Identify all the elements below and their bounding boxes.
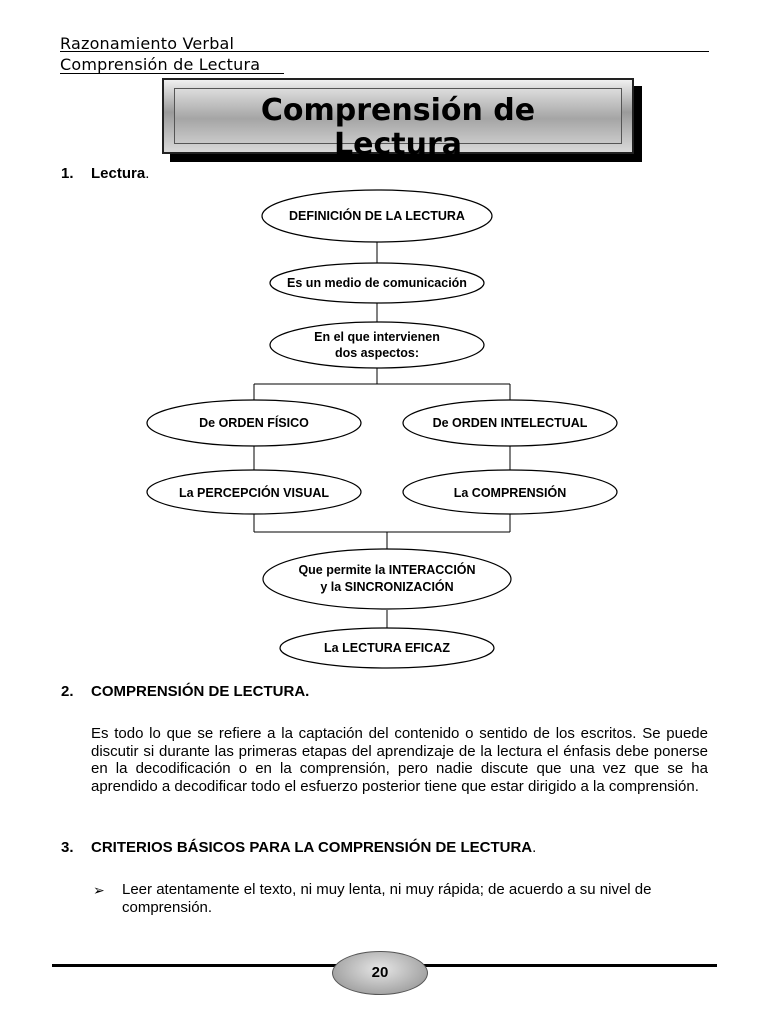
node-perception-label: La PERCEPCIÓN VISUAL — [178, 486, 330, 500]
node-comprehension — [403, 470, 617, 514]
section3-title — [91, 839, 536, 856]
node-efficient — [280, 628, 494, 668]
node-physical — [147, 400, 361, 446]
node-definition-label: DEFINICIÓN DE LA LECTURA — [289, 209, 465, 223]
node-interaction — [263, 549, 511, 609]
banner-title-line2: Lectura — [334, 127, 462, 162]
node-medium — [270, 263, 484, 303]
node-intellectual — [403, 400, 617, 446]
node-interaction-line1: Que permite la INTERACCIÓN — [298, 563, 476, 577]
node-definition — [262, 190, 492, 242]
section2-title: COMPRENSIÓN DE LECTURA. — [91, 683, 310, 700]
header-subject: Razonamiento Verbal — [60, 34, 235, 53]
node-medium-label: Es un medio de comunicación — [287, 276, 467, 290]
bullet-item: Leer atentamente el texto, ni muy lenta, ni muy rápida; de acuerdo a su nivel de comprensión. — [122, 881, 652, 916]
section3-title-suffix: . — [532, 839, 537, 856]
header-topic: Comprensión de Lectura — [60, 55, 261, 74]
node-interaction-line2: y la SINCRONIZACIÓN — [320, 580, 454, 594]
node-comprehension-label: La COMPRENSIÓN — [453, 486, 567, 500]
node-aspects-line2: dos aspectos: — [334, 346, 420, 360]
page-number: 20 — [371, 964, 389, 981]
node-efficient-label: La LECTURA EFICAZ — [324, 641, 450, 655]
banner-title-line1: Comprensión de — [260, 93, 536, 128]
section1-title-text: Lectura — [91, 165, 146, 182]
node-aspects — [270, 322, 484, 368]
page-number-badge — [332, 951, 428, 995]
node-intellectual-label: De ORDEN INTELECTUAL — [432, 416, 588, 430]
section1-number: 1. — [61, 165, 74, 182]
node-physical-label: De ORDEN FÍSICO — [199, 416, 309, 430]
section2-paragraph: Es todo lo que se refiere a la captación del contenido o sentido de los escritos. Se puede discutir si durante las primeras etapas del aprendizaje de la lectura el énfasis debe ponerse en la decodificación o en la comprensión, pero nadie discute que una vez que se ha aprendido a decodificar todo el esfuerzo posterior tiene que estar dirigido a la comprensión. — [91, 725, 708, 795]
node-aspects-line1: En el que intervienen — [314, 330, 440, 344]
section3-title-text: CRITERIOS BÁSICOS PARA LA COMPRENSIÓN DE LECTURA — [91, 839, 533, 856]
node-perception — [147, 470, 361, 514]
arrowhead-bullet-icon: ➢ — [93, 882, 105, 898]
section1-title-suffix: . — [145, 165, 150, 182]
section3-number: 3. — [61, 839, 74, 856]
section2-number: 2. — [61, 683, 74, 700]
